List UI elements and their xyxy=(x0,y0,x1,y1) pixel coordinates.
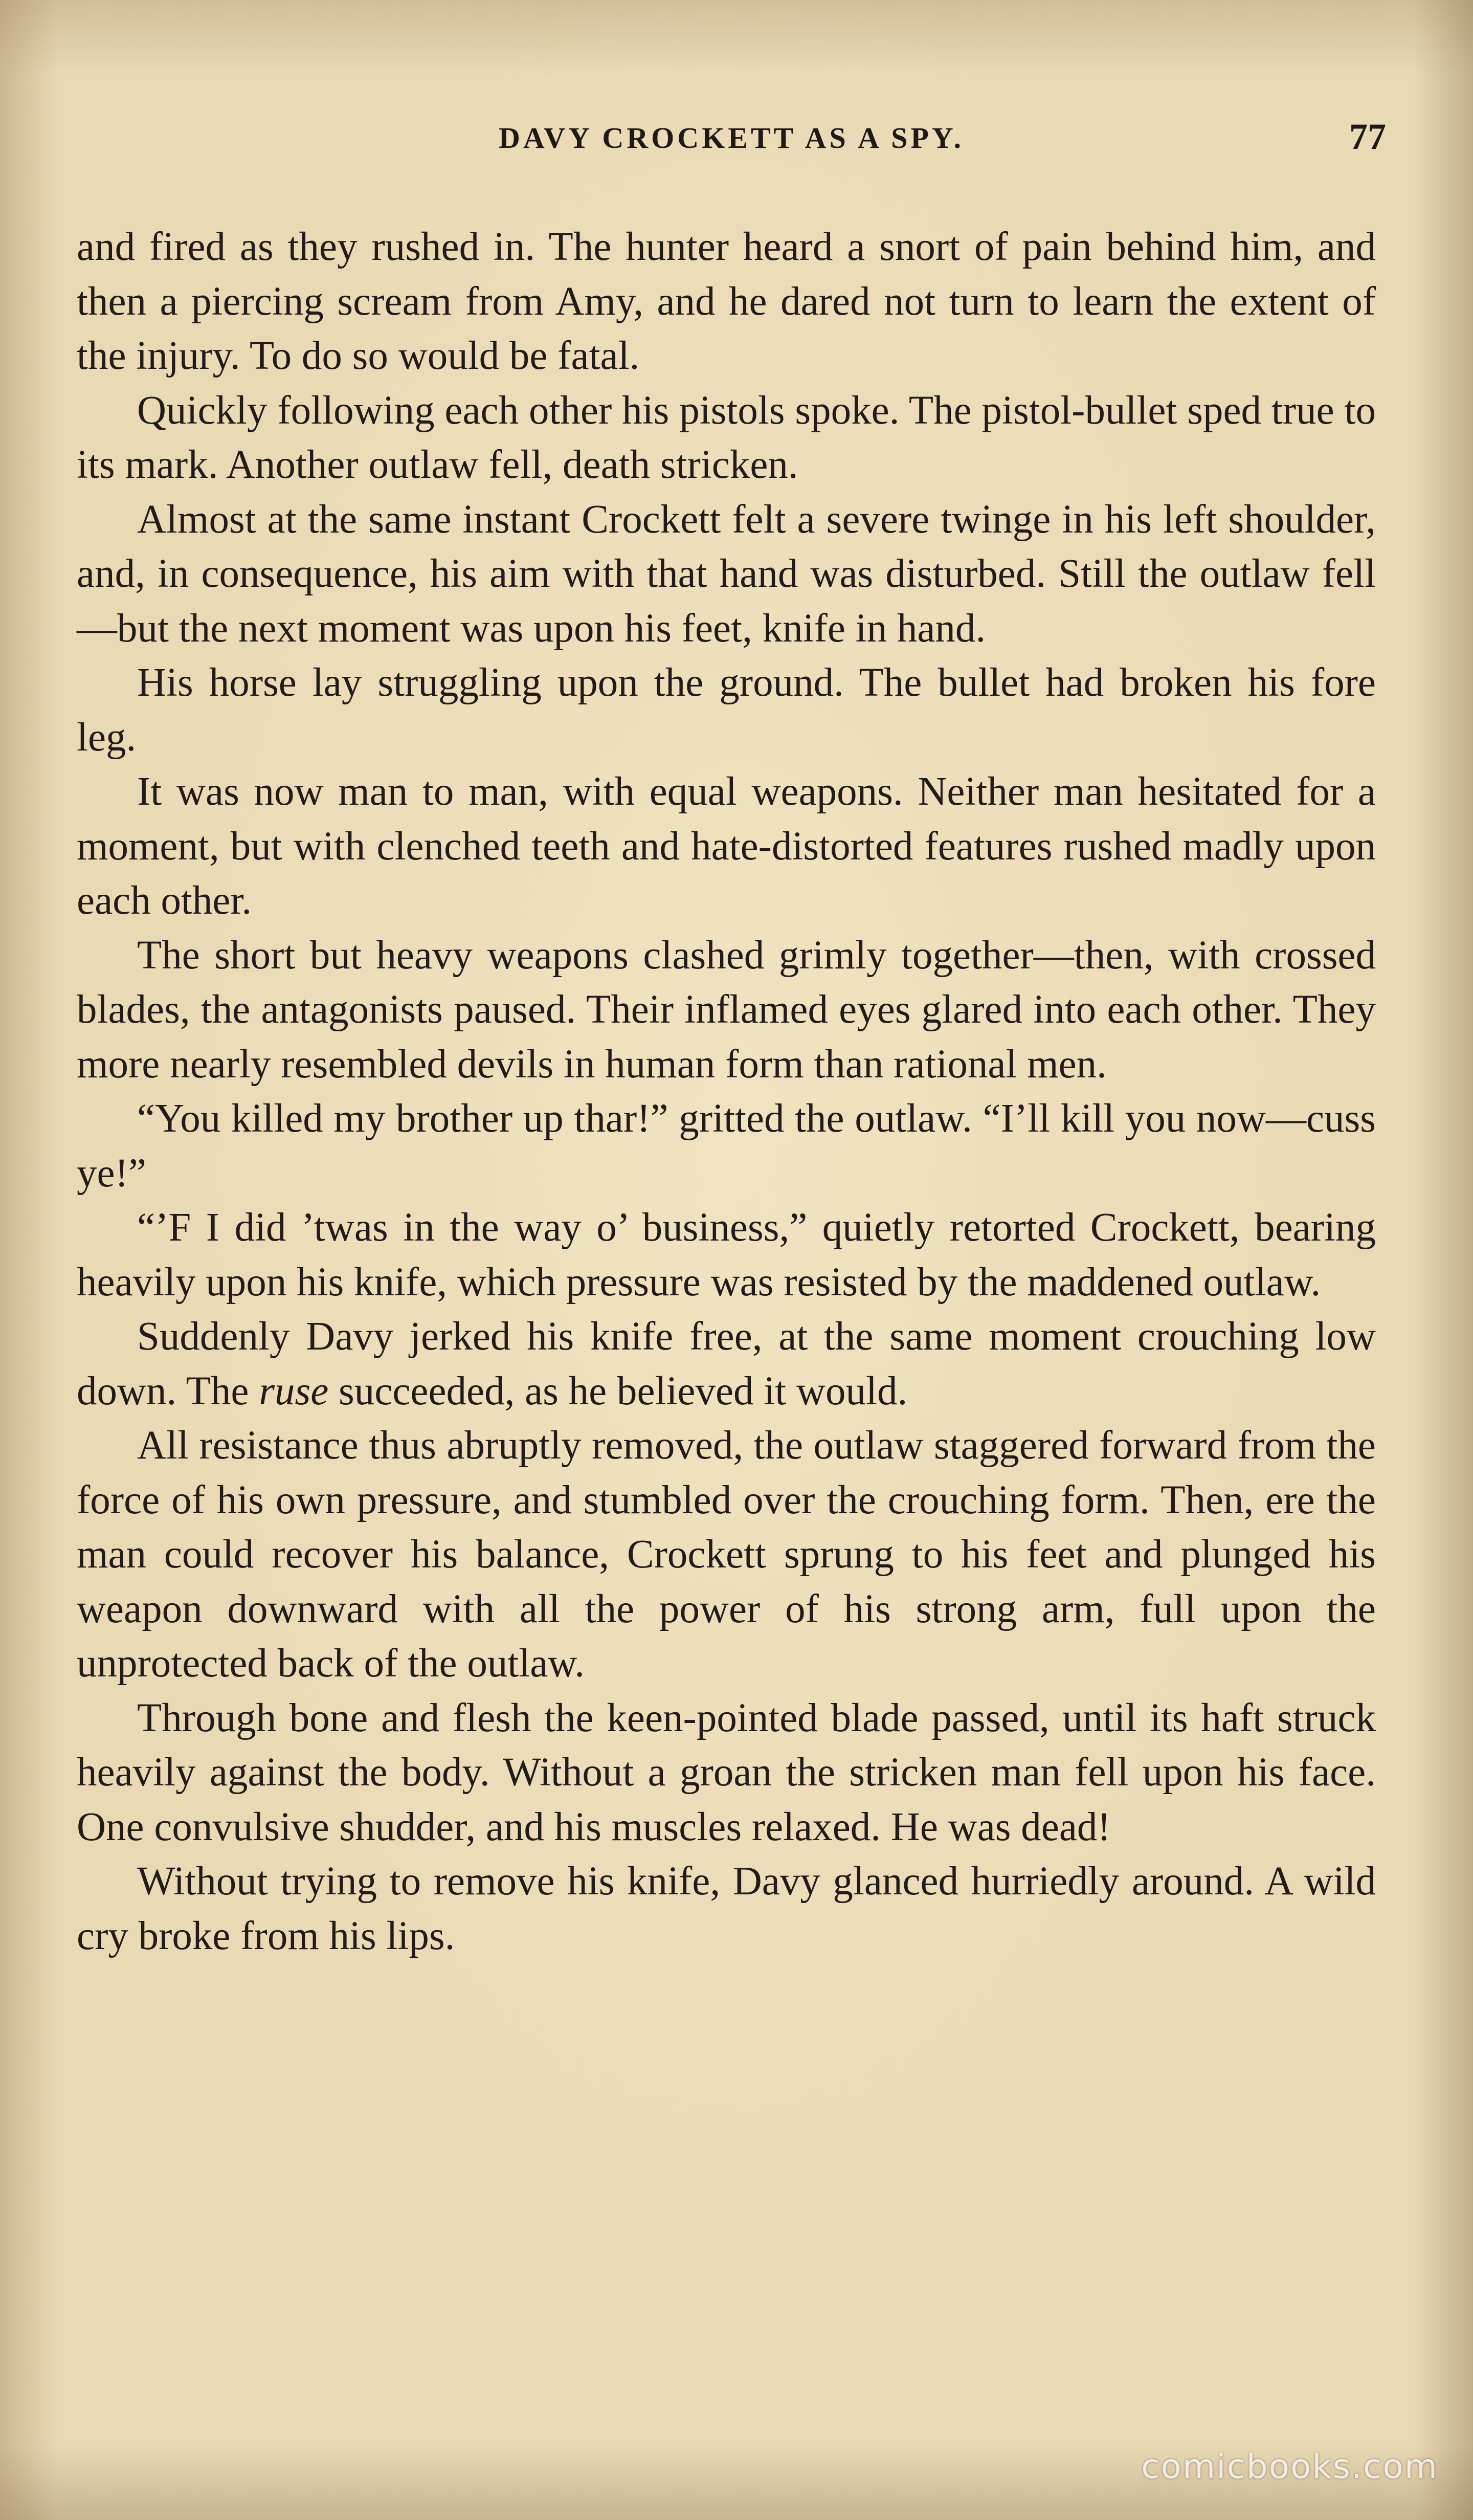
text-segment: His horse lay struggling upon the ground. The bullet had broken his fore leg. xyxy=(77,660,1376,760)
paragraph xyxy=(77,1092,1376,1201)
text-segment: and fired as they rushed in. The hunter heard a snort of pain behind him, and then a piercing scream from Amy, and he dared not turn to learn the extent of the injury. To do so would be fatal. xyxy=(77,225,1376,378)
italic-word: ruse xyxy=(259,1368,329,1413)
text-segment: Almost at the same instant Crockett felt a severe twinge in his left shoulder, and, in consequence, his aim with that hand was disturbed. Still the outlaw fell—but the next moment was upon his feet, knife in hand. xyxy=(77,497,1376,651)
watermark: comicbooks.com xyxy=(1141,2447,1438,2486)
text-segment: It was now man to man, with equal weapons. Neither man hesitated for a moment, but with clenched teeth and hate-distorted features rushed madly upon each other. xyxy=(77,769,1376,923)
paragraph xyxy=(77,493,1376,656)
text-segment: succeeded, as he believed it would. xyxy=(328,1368,908,1413)
text-segment: Suddenly Davy jerked his knife free, at the same moment crouching low down. The xyxy=(77,1314,1376,1413)
text-segment: “’F I did ’twas in the way o’ business,” quietly retorted Crockett, bearing heavily upon his knife, which pressure was resisted by the maddened outlaw. xyxy=(77,1205,1376,1305)
text-segment: Quickly following each other his pistols spoke. The pistol-bullet sped true to its mark. Another outlaw fell, death stricken. xyxy=(77,388,1376,487)
paragraph xyxy=(77,929,1376,1092)
body-text xyxy=(77,220,1376,1963)
text-segment: Through bone and flesh the keen-pointed blade passed, until its haft struck heavily against the body. Without a groan the stricken man fell upon his face. One convulsive shudder, and his muscles relaxed. He was dead! xyxy=(77,1695,1376,1849)
paragraph xyxy=(77,384,1376,493)
paragraph xyxy=(77,1691,1376,1855)
page-number: 77 xyxy=(1349,116,1386,157)
paragraph xyxy=(77,1201,1376,1310)
paragraph xyxy=(77,220,1376,384)
text-segment: Without trying to remove his knife, Davy glanced hurriedly around. A wild cry broke from his lips. xyxy=(77,1859,1376,1958)
paragraph xyxy=(77,1310,1376,1419)
paragraph xyxy=(77,1419,1376,1691)
text-segment: All resistance thus abruptly removed, the outlaw staggered forward from the force of his own pressure, and stumbled over the crouching form. Then, ere the man could recover his balance, Crockett sprung to his feet and plunged his weapon downward with all the power of his strong arm, full upon the unprotected back of the outlaw. xyxy=(77,1423,1376,1686)
paragraph xyxy=(77,765,1376,929)
paragraph xyxy=(77,1854,1376,1963)
running-head xyxy=(77,116,1386,167)
running-title: DAVY CROCKETT AS A SPY. xyxy=(499,121,964,154)
paragraph xyxy=(77,656,1376,765)
text-segment: “You killed my brother up thar!” gritted the outlaw. “I’ll kill you now—cuss ye!” xyxy=(77,1096,1376,1196)
text-segment: The short but heavy weapons clashed grimly together—then, with crossed blades, the antagonists paused. Their inflamed eyes glared into each other. They more nearly resembled devils in human form than rational men. xyxy=(77,933,1376,1087)
